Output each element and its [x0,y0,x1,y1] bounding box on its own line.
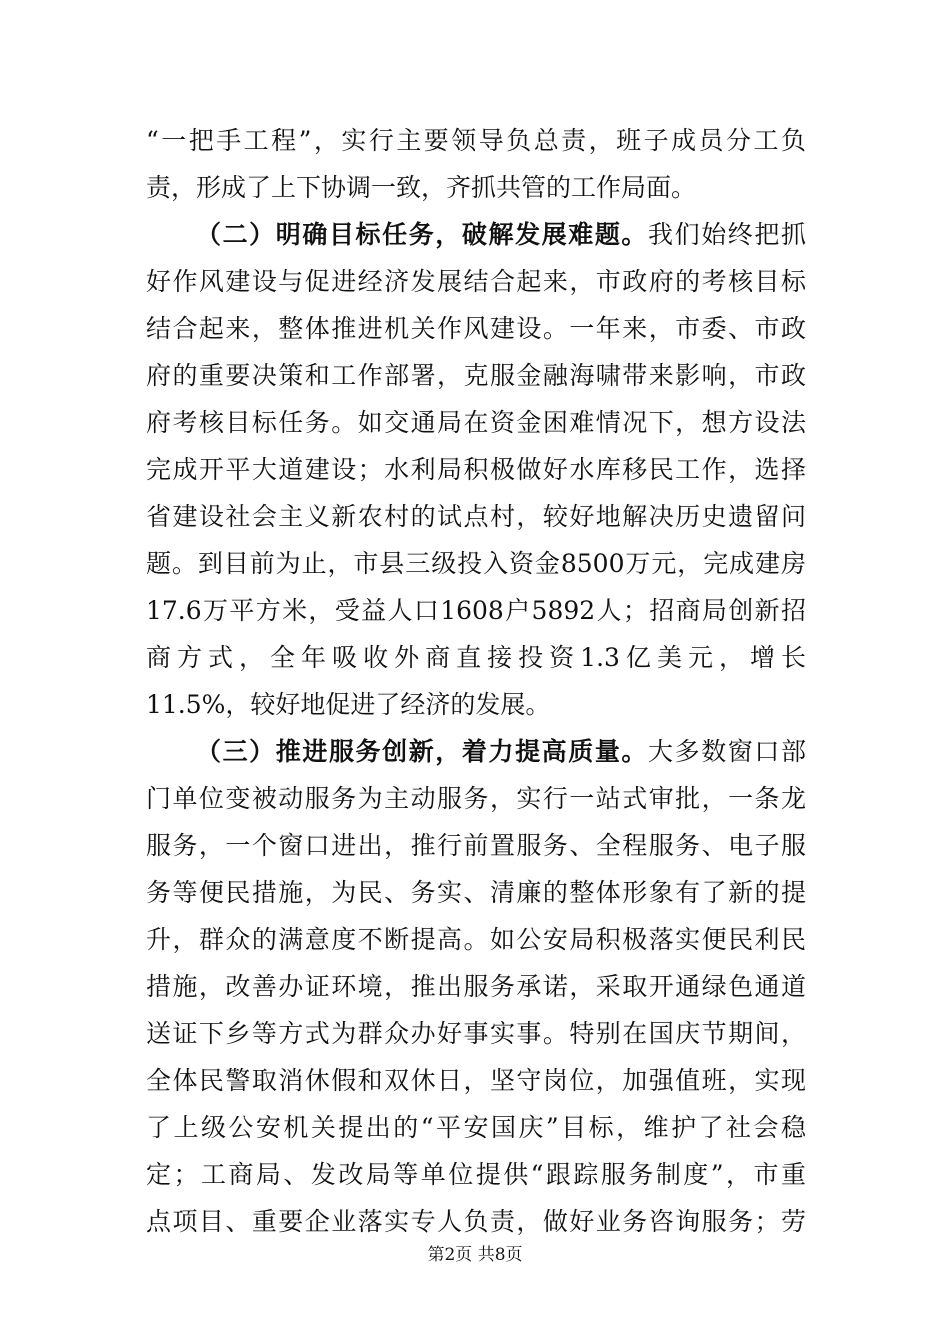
text-line: 省建设社会主义新农村的试点村，较好地解决历史遗留问 [146,502,806,531]
text-line: 11.5%，较好地促进了经济的发展。 [146,690,551,719]
text-line: 点项目、重要企业落实专人负责，做好业务咨询服务；劳 [146,1207,806,1236]
page-number-footer: 第2页 共8页 [427,1245,523,1265]
text-line: 定；工商局、发改局等单位提供“跟踪服务制度”，市重 [146,1160,806,1189]
section-heading-line [146,728,806,775]
text-line: 我们始终把抓 [648,220,806,249]
text-line: 责，形成了上下协调一致，齐抓共管的工作局面。 [146,173,697,202]
text-line: 结合起来，整体推进机关作风建设。一年来，市委、市政 [146,314,806,343]
text-line: 完成开平大道建设；水利局积极做好水库移民工作，选择 [146,455,806,484]
body-text [146,117,806,1245]
section-heading: （二）明确目标任务，破解发展难题。 [196,220,649,249]
text-line: 府的重要决策和工作部署，克服金融海啸带来影响，市政 [146,361,806,390]
text-line: 商方式，全年吸收外商直接投资1.3亿美元，增长 [146,643,806,672]
text-line: 全体民警取消休假和双休日，坚守岗位，加强值班，实现 [146,1066,806,1095]
text-line: 门单位变被动服务为主动服务，实行一站式审批，一条龙 [146,784,806,813]
text-line: 好作风建设与促进经济发展结合起来，市政府的考核目标 [146,267,806,296]
text-line: “一把手工程”，实行主要领导负总责，班子成员分工负 [146,126,806,155]
section-heading: （三）推进服务创新，着力提高质量。 [196,737,649,766]
text-line: 送证下乡等方式为群众办好事实事。特别在国庆节期间， [146,1019,806,1048]
section-heading-line [146,211,806,258]
text-line: 升，群众的满意度不断提高。如公安局积极落实便民利民 [146,925,806,954]
text-line: 了上级公安机关提出的“平安国庆”目标，维护了社会稳 [146,1113,806,1142]
text-line: 府考核目标任务。如交通局在资金困难情况下，想方设法 [146,408,806,437]
text-line: 措施，改善办证环境，推出服务承诺，采取开通绿色通道 [146,972,806,1001]
text-line: 务等便民措施，为民、务实、清廉的整体形象有了新的提 [146,878,806,907]
text-line: 服务，一个窗口进出，推行前置服务、全程服务、电子服 [146,831,806,860]
text-line: 17.6万平方米，受益人口1608户5892人；招商局创新招 [146,596,806,625]
text-line: 题。到目前为止，市县三级投入资金8500万元，完成建房 [146,549,806,578]
text-line: 大多数窗口部 [648,737,806,766]
